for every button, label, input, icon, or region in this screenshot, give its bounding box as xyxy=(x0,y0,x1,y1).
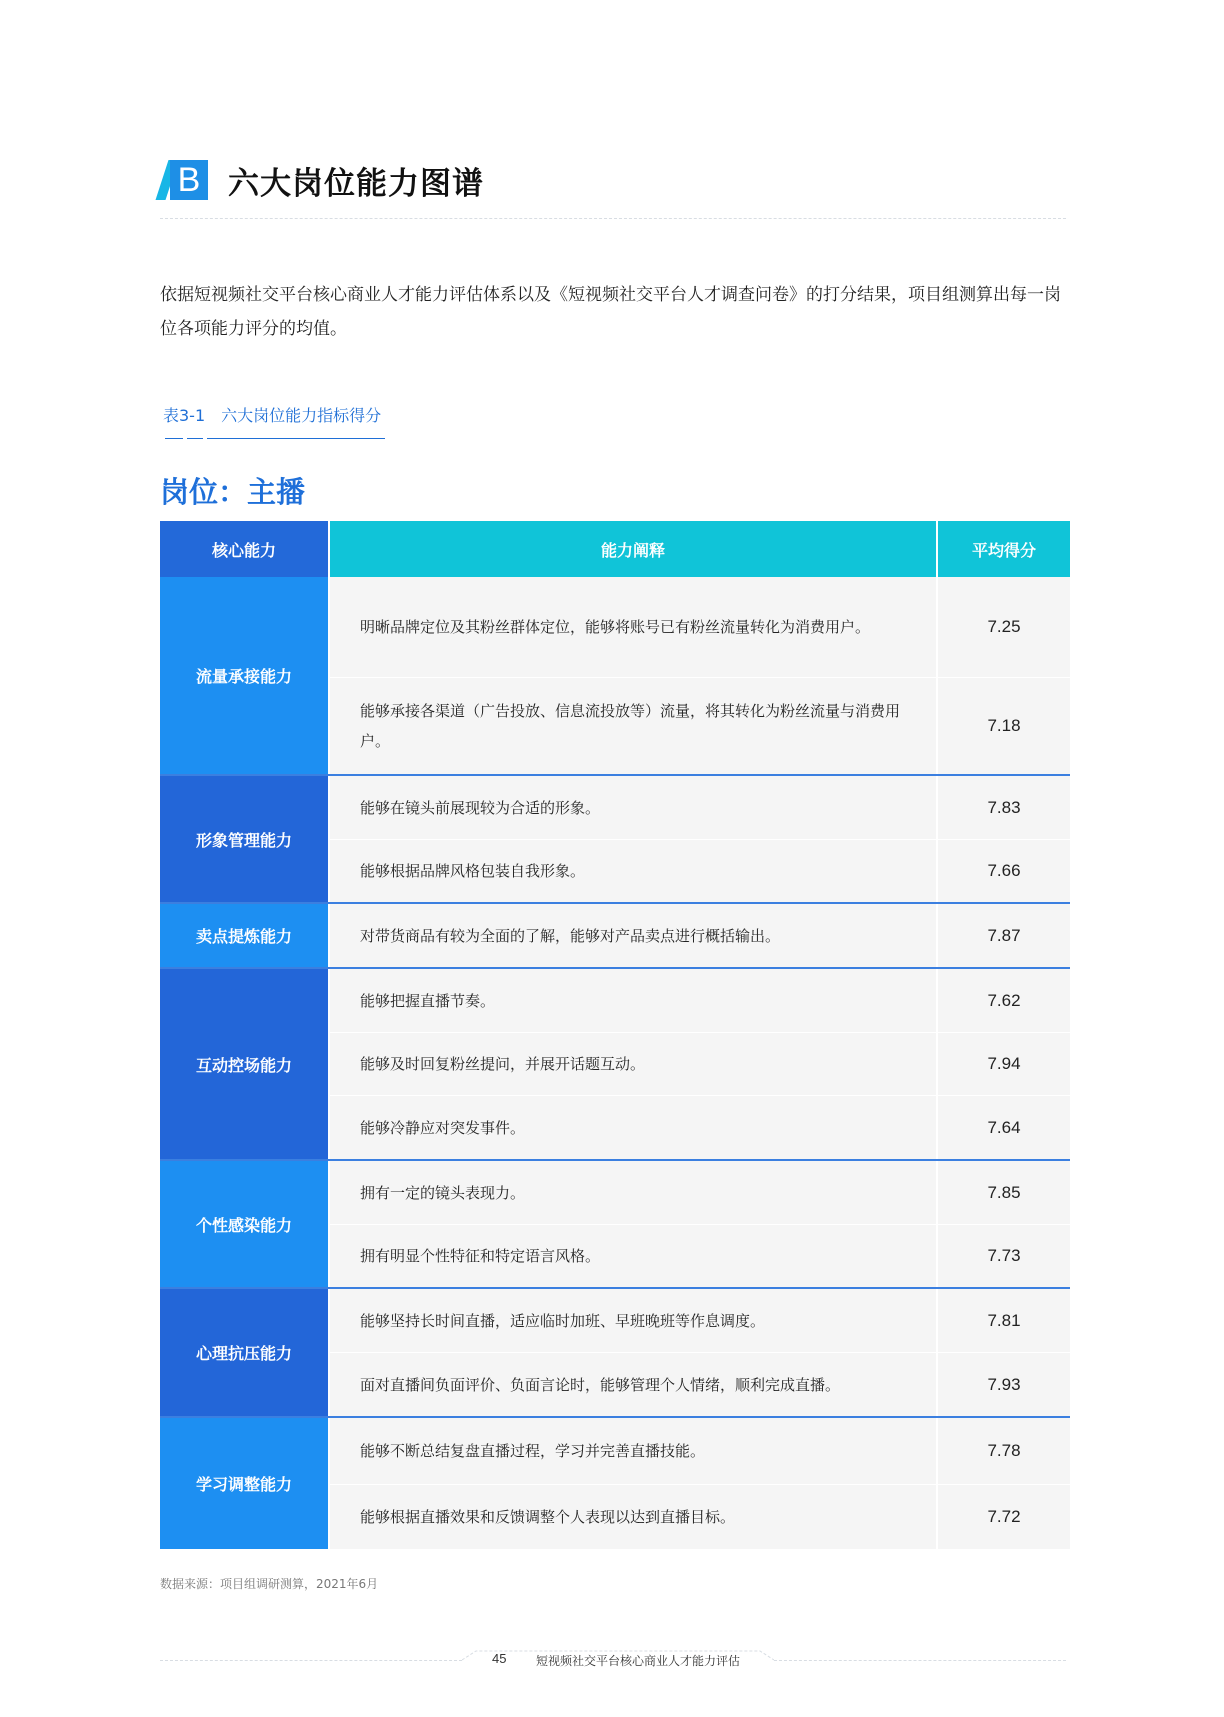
capability-group xyxy=(160,774,1070,902)
page-footer xyxy=(160,1650,1066,1670)
score-cell: 7.94 xyxy=(936,1033,1070,1095)
description-cell: 能够冷静应对突发事件。 xyxy=(328,1096,936,1159)
table-row xyxy=(328,1484,1070,1549)
capability-group xyxy=(160,967,1070,1159)
score-cell: 7.78 xyxy=(936,1418,1070,1484)
capability-cell: 个性感染能力 xyxy=(160,1161,328,1287)
section-header xyxy=(160,158,484,202)
capability-cell: 互动控场能力 xyxy=(160,969,328,1159)
description-cell: 能够根据品牌风格包装自我形象。 xyxy=(328,840,936,902)
table-row xyxy=(328,677,1070,774)
table-row xyxy=(328,1224,1070,1287)
score-cell: 7.64 xyxy=(936,1096,1070,1159)
description-cell: 能够承接各渠道（广告投放、信息流投放等）流量，将其转化为粉丝流量与消费用户。 xyxy=(328,678,936,774)
footer-publication: 短视频社交平台核心商业人才能力评估 xyxy=(536,1654,741,1668)
footer-rule-right xyxy=(774,1660,1066,1661)
position-title: 岗位：主播 xyxy=(160,475,306,509)
score-cell: 7.25 xyxy=(936,577,1070,677)
score-cell: 7.87 xyxy=(936,904,1070,967)
score-cell: 7.72 xyxy=(936,1485,1070,1549)
section-badge-icon xyxy=(160,160,208,200)
table-row xyxy=(328,1289,1070,1352)
table-row xyxy=(328,904,1070,967)
caption-underline xyxy=(165,438,385,441)
score-cell: 7.73 xyxy=(936,1225,1070,1287)
capability-cell: 卖点提炼能力 xyxy=(160,904,328,967)
capability-cell: 学习调整能力 xyxy=(160,1418,328,1549)
capability-table xyxy=(160,521,1070,1549)
description-cell: 拥有一定的镜头表现力。 xyxy=(328,1161,936,1224)
capability-group xyxy=(160,1287,1070,1416)
capability-group xyxy=(160,902,1070,967)
capability-cell: 形象管理能力 xyxy=(160,776,328,902)
section-badge-letter: B xyxy=(170,160,208,200)
description-cell: 面对直播间负面评价、负面言论时，能够管理个人情绪，顺利完成直播。 xyxy=(328,1353,936,1416)
description-cell: 能够在镜头前展现较为合适的形象。 xyxy=(328,776,936,839)
section-divider xyxy=(160,218,1066,219)
description-cell: 能够坚持长时间直播，适应临时加班、早班晚班等作息调度。 xyxy=(328,1289,936,1352)
table-row xyxy=(328,776,1070,839)
header-description: 能力阐释 xyxy=(328,521,936,577)
footer-rule-left xyxy=(160,1660,462,1661)
capability-cell: 心理抗压能力 xyxy=(160,1289,328,1416)
table-row xyxy=(328,1032,1070,1095)
score-cell: 7.93 xyxy=(936,1353,1070,1416)
score-cell: 7.62 xyxy=(936,969,1070,1032)
capability-group xyxy=(160,1159,1070,1287)
description-cell: 对带货商品有较为全面的了解，能够对产品卖点进行概括输出。 xyxy=(328,904,936,967)
score-cell: 7.85 xyxy=(936,1161,1070,1224)
header-score: 平均得分 xyxy=(936,521,1070,577)
table-row xyxy=(328,1095,1070,1159)
description-cell: 能够不断总结复盘直播过程，学习并完善直播技能。 xyxy=(328,1418,936,1484)
table-row xyxy=(328,839,1070,902)
description-cell: 拥有明显个性特征和特定语言风格。 xyxy=(328,1225,936,1287)
page-number: 45 xyxy=(492,1651,507,1666)
score-cell: 7.83 xyxy=(936,776,1070,839)
table-row xyxy=(328,1161,1070,1224)
score-cell: 7.66 xyxy=(936,840,1070,902)
score-cell: 7.81 xyxy=(936,1289,1070,1352)
table-row xyxy=(328,969,1070,1032)
table-caption: 表3-1 六大岗位能力指标得分 xyxy=(163,406,382,425)
description-cell: 能够根据直播效果和反馈调整个人表现以达到直播目标。 xyxy=(328,1485,936,1549)
capability-group xyxy=(160,577,1070,774)
header-capability: 核心能力 xyxy=(160,521,328,577)
score-cell: 7.18 xyxy=(936,678,1070,774)
description-cell: 能够及时回复粉丝提问，并展开话题互动。 xyxy=(328,1033,936,1095)
intro-paragraph: 依据短视频社交平台核心商业人才能力评估体系以及《短视频社交平台人才调查问卷》的打分结果，项目组测算出每一岗位各项能力评分的均值。 xyxy=(160,285,1061,339)
table-row xyxy=(328,577,1070,677)
table-row xyxy=(328,1418,1070,1484)
description-cell: 明晰品牌定位及其粉丝群体定位，能够将账号已有粉丝流量转化为消费用户。 xyxy=(328,577,936,677)
capability-cell: 流量承接能力 xyxy=(160,577,328,774)
table-row xyxy=(328,1352,1070,1416)
capability-group xyxy=(160,1416,1070,1549)
description-cell: 能够把握直播节奏。 xyxy=(328,969,936,1032)
source-note: 数据来源：项目组调研测算，2021年6月 xyxy=(160,1577,379,1591)
table-header-row xyxy=(160,521,1070,577)
section-title: 六大岗位能力图谱 xyxy=(228,165,484,202)
